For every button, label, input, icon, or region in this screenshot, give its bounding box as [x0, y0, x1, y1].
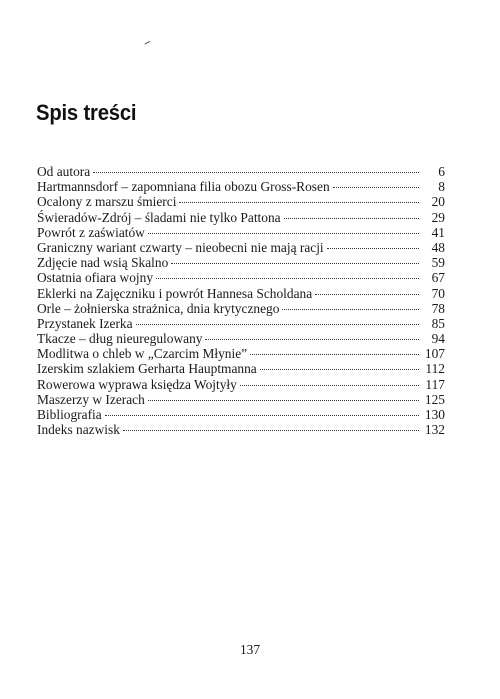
dot-leader [315, 293, 419, 295]
toc-entry-title: Zdjęcie nad wsią Skalno [37, 255, 169, 271]
toc-heading: Spis treści [36, 100, 137, 125]
toc-entry [37, 255, 445, 270]
toc-entry-page: 132 [424, 422, 445, 438]
dot-leader [284, 217, 419, 219]
dot-leader [123, 429, 419, 431]
dot-leader [240, 384, 419, 386]
toc-entry-page: 78 [431, 300, 445, 316]
toc-entry-title: Maszerzy w Izerach [37, 391, 145, 407]
toc-entry-page: 8 [438, 179, 445, 195]
toc-entry-page: 130 [424, 407, 445, 422]
toc-entry-page: 94 [431, 331, 445, 347]
toc-entry-title: Hartmannsdorf – zapomniana filia obozu Gross-Rosen [37, 179, 330, 195]
toc-entry-page: 59 [431, 255, 445, 271]
dot-leader [156, 277, 419, 279]
toc-entry [37, 377, 445, 392]
dot-leader [148, 399, 419, 401]
toc-entry [37, 286, 445, 301]
toc-entry-title: Powrót z zaświatów [37, 224, 145, 240]
toc-entry [37, 210, 445, 225]
toc-entry-page: 48 [431, 239, 445, 255]
toc-entry-title: Ostatnia ofiara wojny [37, 270, 154, 286]
toc-entry-page: 112 [425, 361, 445, 377]
toc-entry-page: 29 [431, 209, 445, 225]
dot-leader [93, 171, 419, 173]
toc-entry-title: Izerskim szlakiem Gerharta Hauptmanna [37, 361, 257, 377]
toc-entry [37, 422, 445, 437]
toc-entry [37, 392, 445, 407]
dot-leader [327, 247, 419, 249]
toc-entry-title: Modlitwa o chleb w „Czarcim Młynie” [37, 346, 248, 362]
ink-speck [144, 41, 151, 47]
toc-entry [37, 194, 445, 209]
toc-entry-page: 107 [424, 346, 445, 362]
dot-leader [148, 232, 419, 234]
page-number: 137 [239, 642, 261, 657]
dot-leader [282, 308, 419, 310]
toc-entry [37, 407, 445, 422]
toc-entry-page: 41 [431, 224, 445, 240]
toc-entry-title: Od autora [37, 164, 91, 179]
toc-entry-title: Ocalony z marszu śmierci [37, 194, 177, 210]
toc-entry-title: Rowerowa wyprawa księdza Wojtyły [37, 376, 237, 392]
dot-leader [260, 368, 419, 370]
toc-entry-title: Graniczny wariant czwarty – nieobecni nie mają racji [37, 239, 324, 255]
toc-list [37, 164, 445, 437]
toc-entry-title: Eklerki na Zajęczniku i powrót Hannesa Scholdana [37, 285, 313, 301]
dot-leader [333, 186, 419, 188]
toc-entry [37, 316, 445, 331]
toc-entry-page: 85 [431, 315, 445, 331]
dot-leader [250, 353, 419, 355]
dot-leader [105, 414, 419, 416]
toc-entry [37, 331, 445, 346]
toc-entry-title: Bibliografia [37, 407, 102, 422]
dot-leader [136, 323, 419, 325]
toc-entry-page: 70 [431, 285, 445, 301]
toc-entry [37, 346, 445, 361]
toc-entry-title: Orle – żołnierska strażnica, dnia krytycznego [37, 300, 280, 316]
dot-leader [179, 201, 419, 203]
toc-entry-page: 67 [431, 270, 445, 286]
toc-entry [37, 270, 445, 285]
toc-entry-title: Świeradów-Zdrój – śladami nie tylko Pattona [37, 209, 281, 225]
toc-entry-title: Tkacze – dług nieuregulowany [37, 331, 203, 347]
toc-entry-title: Indeks nazwisk [37, 422, 120, 438]
toc-entry [37, 301, 445, 316]
toc-entry [37, 179, 445, 194]
dot-leader [171, 262, 419, 264]
toc-entry-page: 6 [438, 164, 445, 179]
dot-leader [205, 338, 419, 340]
toc-entry-title: Przystanek Izerka [37, 315, 133, 331]
toc-entry-page: 20 [431, 194, 445, 210]
toc-entry [37, 240, 445, 255]
toc-entry [37, 164, 445, 179]
toc-entry-page: 117 [425, 376, 445, 392]
toc-entry [37, 225, 445, 240]
toc-entry-page: 125 [424, 391, 445, 407]
toc-entry [37, 361, 445, 376]
